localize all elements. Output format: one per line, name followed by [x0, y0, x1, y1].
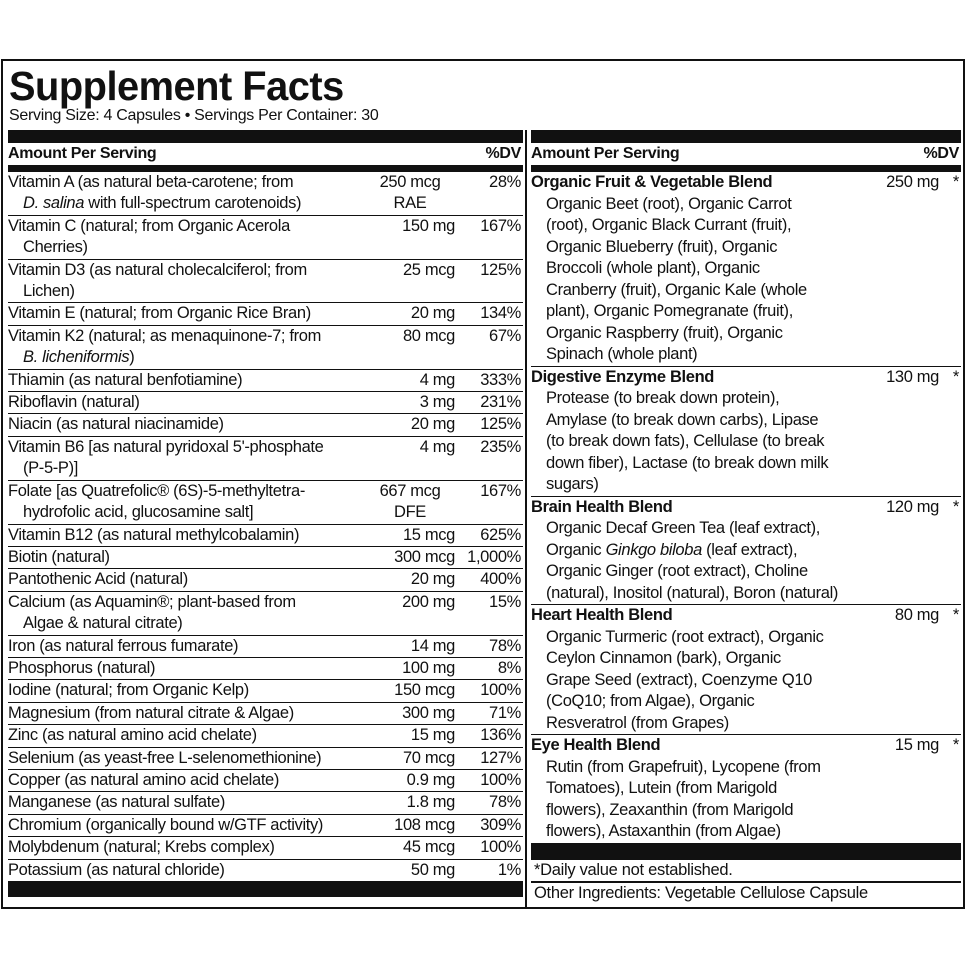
- nutrient-row: [8, 860, 523, 881]
- nutrient-row: [8, 658, 523, 680]
- nutrient-dv: 100%: [480, 681, 521, 700]
- nutrient-row: [8, 636, 523, 658]
- nutrient-name-line: hydrofolic acid, glucosamine salt]: [23, 503, 254, 522]
- panel-title: Supplement Facts: [9, 63, 344, 109]
- nutrient-dv: 100%: [480, 838, 521, 857]
- right-header: [531, 143, 961, 165]
- nutrient-dv: 127%: [480, 748, 521, 767]
- blend-header: [531, 497, 961, 519]
- nutrient-dv: 235%: [480, 437, 521, 456]
- right-column: [531, 130, 961, 904]
- nutrient-name-line: Vitamin A (as natural beta-carotene; from: [8, 173, 294, 191]
- amount-line: 0.9 mg: [406, 770, 455, 789]
- nutrient-amount: [365, 592, 455, 635]
- nutrient-amount: [365, 680, 455, 701]
- italic-text: B. licheniformis: [23, 348, 130, 367]
- nutrient-dv: 125%: [480, 415, 521, 434]
- amount-per-serving-label: Amount Per Serving: [531, 145, 680, 162]
- blend-ingredient-line: (root), Organic Black Currant (fruit),: [546, 216, 792, 234]
- amount-line: 250 mcg: [379, 173, 441, 191]
- amount-line: 150 mcg: [394, 681, 455, 700]
- nutrient-name-line: Phosphorus (natural): [8, 658, 156, 677]
- nutrient-name-line: Pantothenic Acid (natural): [8, 570, 188, 589]
- blend-ingredient-line: Cranberry (fruit), Organic Kale (whole: [546, 280, 807, 299]
- nutrient-row: [8, 592, 523, 636]
- header-bar: [8, 130, 523, 143]
- blend-ingredient-line: Grape Seed (extract), Coenzyme Q10: [546, 670, 812, 689]
- blend-ingredient-line: Organic Ginger (root extract), Choline: [546, 562, 808, 580]
- amount-line: RAE: [393, 194, 427, 213]
- nutrient-list: [8, 172, 523, 881]
- amount-line: 25 mcg: [402, 260, 455, 279]
- amount-line: 108 mcg: [394, 815, 455, 834]
- nutrient-dv: 134%: [480, 304, 521, 323]
- nutrient-row: [8, 392, 523, 414]
- nutrient-name: [8, 792, 365, 813]
- dv-asterisk: *: [952, 736, 959, 754]
- nutrient-name-line: Vitamin K2 (natural; as menaquinone-7; from: [8, 326, 321, 345]
- blend-ingredient-line: (to break down fats), Cellulase (to break: [546, 432, 825, 450]
- blend-ingredient-line: Rutin (from Grapefruit), Lycopene (from: [546, 757, 821, 776]
- nutrient-dv: 100%: [480, 770, 521, 789]
- amount-line: 20 mg: [410, 415, 455, 434]
- nutrient-name: [8, 172, 365, 215]
- blend-amount: 80 mg: [894, 606, 939, 624]
- nutrient-amount: [365, 172, 455, 215]
- nutrient-name: [8, 547, 365, 568]
- amount-line: 15 mg: [410, 726, 455, 745]
- amount-line: 300 mg: [402, 703, 455, 722]
- nutrient-dv: 625%: [480, 525, 521, 544]
- nutrient-name: [8, 748, 365, 769]
- blend-ingredient-line: Organic Blueberry (fruit), Organic: [546, 237, 778, 256]
- nutrient-row: [8, 326, 523, 370]
- nutrient-dv: 67%: [489, 326, 521, 345]
- amount-line: 15 mcg: [402, 525, 455, 544]
- serving-info: Serving Size: 4 Capsules • Servings Per Container: 30: [9, 107, 379, 124]
- nutrient-name-line: Vitamin B6 [as natural pyridoxal 5'-phosphate: [8, 437, 324, 456]
- blend-ingredient-line: Protease (to break down protein),: [546, 389, 780, 407]
- header-bar: [531, 130, 961, 143]
- nutrient-name: [8, 437, 365, 480]
- amount-line: 667 mcg: [379, 481, 441, 500]
- nutrient-amount: [365, 748, 455, 769]
- dv-label: %DV: [485, 145, 521, 162]
- nutrient-dv: 8%: [497, 658, 521, 677]
- blend-ingredient-line: Tomatoes), Lutein (from Marigold: [546, 779, 777, 797]
- nutrient-name-line: Cherries): [23, 238, 88, 257]
- header-divider-bar: [531, 165, 961, 172]
- nutrient-name-line: Potassium (as natural chloride): [8, 860, 225, 879]
- blend-amount: 130 mg: [886, 367, 939, 386]
- blend-amount: 120 mg: [886, 497, 939, 516]
- blend-ingredient-line: Ceylon Cinnamon (bark), Organic: [546, 649, 781, 667]
- nutrient-row: [8, 748, 523, 770]
- nutrient-row: [8, 547, 523, 569]
- nutrient-dv: 71%: [489, 703, 521, 722]
- nutrient-name-line: Zinc (as natural amino acid chelate): [8, 726, 257, 745]
- nutrient-name-line: [8, 193, 365, 214]
- nutrient-name: [8, 216, 365, 259]
- nutrient-row: [8, 837, 523, 859]
- nutrient-amount: [365, 547, 455, 568]
- blend-ingredient-line: sugars): [546, 475, 599, 493]
- nutrient-amount: [365, 815, 455, 836]
- nutrient-name: [8, 703, 365, 724]
- blend-ingredient-line: Amylase (to break down carbs), Lipase: [546, 410, 819, 429]
- nutrient-name-line: Biotin (natural): [8, 547, 110, 566]
- nutrient-dv: 125%: [480, 260, 521, 279]
- amount-line: 200 mg: [402, 592, 455, 611]
- blend-name: Heart Health Blend: [531, 606, 673, 624]
- nutrient-name: [8, 680, 365, 701]
- nutrient-dv: 309%: [480, 815, 521, 834]
- nutrient-amount: [365, 569, 455, 590]
- nutrient-name-line: Iron (as natural ferrous fumarate): [8, 636, 239, 655]
- amount-line: 3 mg: [419, 393, 455, 412]
- nutrient-name-line: Manganese (as natural sulfate): [8, 793, 225, 812]
- nutrient-dv: 333%: [480, 370, 521, 389]
- amount-line: 70 mcg: [402, 748, 455, 767]
- nutrient-row: [8, 815, 523, 837]
- nutrient-dv: 28%: [489, 173, 521, 191]
- other-ingredients: Other Ingredients: Vegetable Cellulose Capsule: [534, 883, 868, 902]
- nutrient-amount: [365, 636, 455, 657]
- nutrient-name: [8, 392, 365, 413]
- dv-asterisk: *: [952, 367, 959, 386]
- nutrient-row: [8, 569, 523, 591]
- blend-name: Eye Health Blend: [531, 736, 661, 754]
- blend-ingredient-line: Broccoli (whole plant), Organic: [546, 259, 760, 277]
- blend-ingredient-line: Organic Decaf Green Tea (leaf extract),: [546, 519, 821, 537]
- nutrient-amount: [365, 437, 455, 480]
- amount-line: 100 mg: [402, 658, 455, 677]
- nutrient-row: [8, 172, 523, 216]
- text-segment: Organic: [546, 540, 606, 559]
- nutrient-name: [8, 770, 365, 791]
- nutrient-name-line: Vitamin B12 (as natural methylcobalamin): [8, 525, 300, 544]
- italic-text: Ginkgo biloba: [605, 540, 702, 559]
- blend-header: [531, 735, 961, 757]
- blend-amount: 15 mg: [894, 736, 939, 754]
- nutrient-name: [8, 658, 365, 679]
- nutrient-name-line: Calcium (as Aquamin®; plant-based from: [8, 592, 296, 611]
- nutrient-amount: [365, 725, 455, 746]
- nutrient-row: [8, 437, 523, 481]
- blend-name: Organic Fruit & Vegetable Blend: [531, 173, 773, 191]
- nutrient-dv: 1,000%: [467, 547, 521, 566]
- nutrient-name-line: Vitamin D3 (as natural cholecalciferol; from: [8, 260, 307, 279]
- dv-asterisk: *: [952, 606, 959, 624]
- nutrient-row: [8, 481, 523, 525]
- nutrient-row: [8, 770, 523, 792]
- blend-header: [531, 367, 961, 389]
- nutrient-amount: [365, 326, 455, 369]
- amount-line: 1.8 mg: [406, 793, 455, 812]
- blend-ingredient-line: Organic Raspberry (fruit), Organic: [546, 323, 783, 342]
- nutrient-dv: 167%: [480, 216, 521, 235]
- nutrient-amount: [365, 481, 455, 524]
- nutrient-amount: [365, 860, 455, 881]
- blend-ingredient-line: Organic Beet (root), Organic Carrot: [546, 194, 792, 213]
- nutrient-amount: [365, 837, 455, 858]
- footnote: *Daily value not established.: [531, 860, 961, 883]
- nutrient-name-line: Riboflavin (natural): [8, 393, 140, 412]
- nutrient-name-line: Thiamin (as natural benfotiamine): [8, 370, 243, 389]
- blend-name: Digestive Enzyme Blend: [531, 367, 715, 386]
- nutrient-name-line: Selenium (as yeast-free L-selenomethionine): [8, 748, 322, 767]
- nutrient-row: [8, 303, 523, 325]
- nutrient-amount: [365, 392, 455, 413]
- blend-ingredient-line: Spinach (whole plant): [546, 345, 698, 363]
- amount-line: 80 mcg: [402, 326, 455, 345]
- nutrient-amount: [365, 216, 455, 259]
- nutrient-name: [8, 326, 365, 369]
- blend-item: [531, 605, 961, 735]
- blend-ingredient-line: flowers), Astaxanthin (from Algae): [546, 822, 781, 840]
- blend-item: [531, 172, 961, 367]
- nutrient-name-line: Chromium (organically bound w/GTF activity): [8, 815, 324, 834]
- supplement-facts-panel: [1, 59, 965, 909]
- nutrient-name: [8, 481, 365, 524]
- nutrient-name: [8, 636, 365, 657]
- nutrient-name: [8, 569, 365, 590]
- nutrient-name: [8, 725, 365, 746]
- dv-asterisk: *: [952, 173, 959, 191]
- nutrient-dv: 78%: [489, 793, 521, 812]
- blend-item: [531, 497, 961, 606]
- nutrient-name: [8, 414, 365, 435]
- blend-ingredient-line: down fiber), Lactase (to break down milk: [546, 453, 829, 472]
- blend-item: [531, 367, 961, 497]
- footnote-bar: [531, 843, 961, 860]
- blend-ingredient-line: (natural), Inositol (natural), Boron (natural): [546, 583, 839, 602]
- amount-line: 300 mcg: [394, 547, 455, 566]
- nutrient-name-line: [8, 347, 365, 368]
- left-column: [8, 130, 523, 897]
- header-divider-bar: [8, 165, 523, 172]
- blend-header: [531, 172, 961, 194]
- nutrient-amount: [365, 658, 455, 679]
- dv-asterisk: *: [952, 497, 959, 516]
- nutrient-row: [8, 525, 523, 547]
- amount-per-serving-label: Amount Per Serving: [8, 145, 157, 162]
- blend-list: [531, 172, 961, 843]
- nutrient-name-line: Molybdenum (natural; Krebs complex): [8, 838, 275, 857]
- nutrient-name: [8, 592, 365, 635]
- nutrient-name: [8, 303, 365, 324]
- nutrient-name-line: Vitamin C (natural; from Organic Acerola: [8, 216, 290, 235]
- blend-ingredient-line: Resveratrol (from Grapes): [546, 713, 729, 732]
- blend-header: [531, 605, 961, 627]
- blend-ingredient-line: plant), Organic Pomegranate (fruit),: [546, 302, 793, 320]
- blend-ingredient-line: Organic Turmeric (root extract), Organic: [546, 627, 824, 646]
- nutrient-row: [8, 370, 523, 392]
- nutrient-dv: 1%: [497, 860, 521, 879]
- blend-ingredient-line: flowers), Zeaxanthin (from Marigold: [546, 800, 794, 819]
- amount-line: 50 mg: [410, 860, 455, 879]
- amount-line: 20 mg: [410, 304, 455, 323]
- nutrient-name-line: Lichen): [23, 282, 75, 301]
- nutrient-amount: [365, 792, 455, 813]
- amount-line: 150 mg: [402, 216, 455, 235]
- nutrient-name: [8, 370, 365, 391]
- nutrient-name-line: Copper (as natural amino acid chelate): [8, 770, 280, 789]
- nutrient-name-line: Magnesium (from natural citrate & Algae): [8, 703, 294, 722]
- nutrient-dv: 231%: [480, 393, 521, 412]
- nutrient-name: [8, 815, 365, 836]
- column-divider: [525, 130, 527, 908]
- nutrient-name: [8, 525, 365, 546]
- italic-text: D. salina: [23, 194, 85, 213]
- nutrient-dv: 400%: [480, 570, 521, 589]
- text-segment: (leaf extract),: [701, 540, 798, 559]
- nutrient-row: [8, 725, 523, 747]
- blend-amount: 250 mg: [886, 173, 939, 191]
- nutrient-row: [8, 414, 523, 436]
- nutrient-name-line: Iodine (natural; from Organic Kelp): [8, 681, 249, 700]
- left-header: [8, 143, 523, 165]
- nutrient-dv: 136%: [480, 726, 521, 745]
- amount-line: 20 mg: [410, 570, 455, 589]
- nutrient-name-line: Vitamin E (natural; from Organic Rice Bran): [8, 304, 311, 323]
- text-segment: ): [129, 348, 135, 367]
- nutrient-amount: [365, 770, 455, 791]
- nutrient-name: [8, 860, 365, 881]
- nutrient-name-line: Algae & natural citrate): [23, 614, 183, 633]
- nutrient-dv: 167%: [480, 481, 521, 500]
- bottom-bar: [8, 881, 523, 897]
- nutrient-name-line: (P-5-P)]: [23, 459, 78, 478]
- nutrient-amount: [365, 703, 455, 724]
- amount-line: 14 mg: [410, 636, 455, 655]
- blend-item: [531, 735, 961, 843]
- nutrient-name-line: Folate [as Quatrefolic® (6S)-5-methyltetra-: [8, 481, 305, 500]
- nutrient-name: [8, 837, 365, 858]
- nutrient-row: [8, 703, 523, 725]
- nutrient-amount: [365, 260, 455, 303]
- amount-line: 45 mcg: [402, 838, 455, 857]
- nutrient-row: [8, 792, 523, 814]
- text-segment: with full-spectrum carotenoids): [84, 194, 302, 213]
- nutrient-dv: 78%: [489, 636, 521, 655]
- blend-name: Brain Health Blend: [531, 497, 673, 516]
- blend-ingredient-line: (CoQ10; from Algae), Organic: [546, 692, 755, 710]
- amount-line: 4 mg: [419, 370, 455, 389]
- nutrient-amount: [365, 370, 455, 391]
- nutrient-row: [8, 260, 523, 304]
- dv-label: %DV: [923, 145, 959, 162]
- nutrient-name-line: Niacin (as natural niacinamide): [8, 415, 224, 434]
- nutrient-name: [8, 260, 365, 303]
- nutrient-amount: [365, 525, 455, 546]
- blend-ingredient-line: [531, 540, 961, 562]
- nutrient-amount: [365, 303, 455, 324]
- amount-line: 4 mg: [419, 437, 455, 456]
- nutrient-row: [8, 680, 523, 702]
- nutrient-amount: [365, 414, 455, 435]
- nutrient-row: [8, 216, 523, 260]
- amount-line: DFE: [394, 503, 426, 522]
- nutrient-dv: 15%: [489, 592, 521, 611]
